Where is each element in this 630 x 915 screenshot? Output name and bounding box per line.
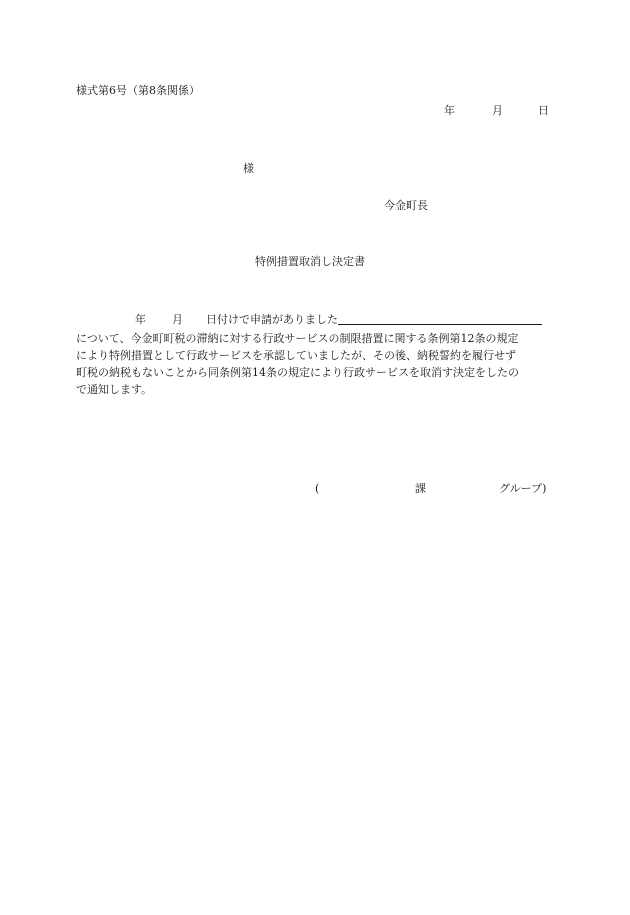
addressee-suffix: 様	[243, 162, 254, 175]
issuer-name: 今金町長	[384, 199, 428, 212]
body-paragraph-line: により特例措置として行政サービスを承認していましたが、その後、納税誓約を履行せず	[76, 349, 516, 362]
body-paragraph-line: について、今金町町税の滞納に対する行政サービスの制限措置に関する条例第12条の規定	[76, 332, 519, 345]
form-number: 様式第6号（第8条関係）	[76, 84, 200, 97]
applicant-blank-line	[338, 312, 542, 325]
date-day-label: 日	[538, 104, 549, 117]
body-month-label: 月	[172, 313, 183, 326]
body-year-label: 年	[135, 313, 146, 326]
body-paragraph-line: 町税の納税もないことから同条例第14条の規定により行政サービスを取消す決定をしたの	[76, 366, 519, 379]
contact-section-label: 課	[415, 482, 426, 495]
body-application-text: 日付けで申請がありました	[206, 313, 338, 326]
date-year-label: 年	[444, 104, 455, 117]
body-paragraph-line: で通知します。	[76, 383, 153, 396]
contact-open-paren: (	[315, 482, 320, 495]
body-paragraph	[76, 330, 556, 398]
body-first-line	[135, 312, 542, 327]
document-title: 特例措置取消し決定書	[255, 255, 365, 268]
date-month-label: 月	[492, 104, 503, 117]
contact-group-label: グループ)	[499, 482, 547, 495]
